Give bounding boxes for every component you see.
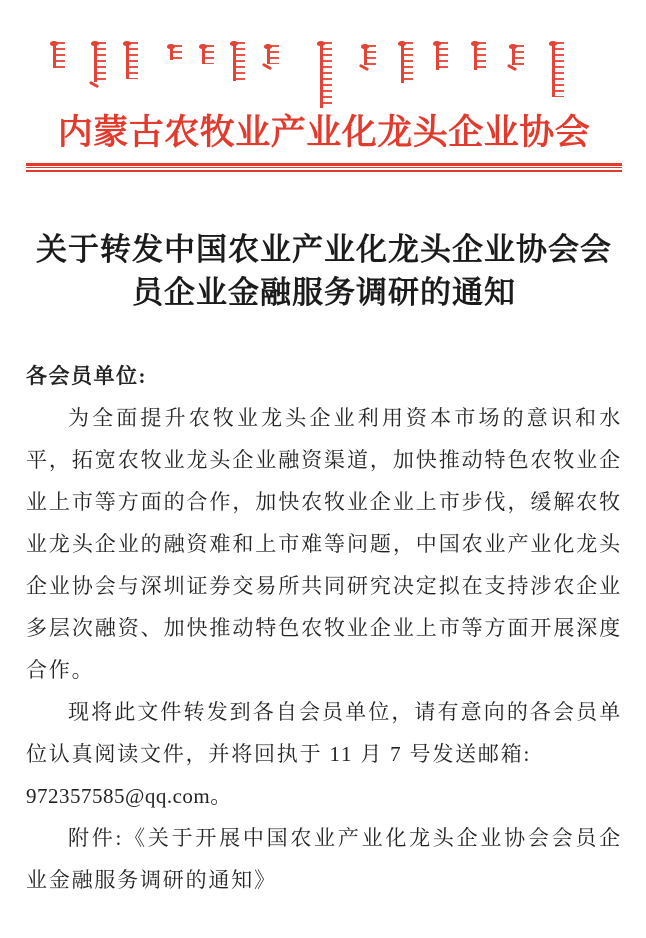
mongolian-word-glyph: [474, 42, 486, 70]
reply-email: 972357585@qq.com。: [26, 784, 232, 808]
notice-body: [26, 228, 622, 901]
mongolian-word-glyph: [512, 45, 524, 65]
mongolian-word-glyph: [364, 45, 376, 65]
letterhead: [26, 42, 622, 172]
mongolian-word-glyph: [320, 42, 332, 108]
mongolian-word-glyph: [53, 42, 65, 68]
paragraph-2: 现将此文件转发到各自会员单位，请有意向的各会员单位认真阅读文件，并将回执于 11 月 7 号发送邮箱:: [26, 700, 622, 766]
mongolian-word-glyph: [94, 42, 106, 82]
mongolian-word-glyph: [552, 42, 564, 97]
paragraph-1: 为全面提升农牧业龙头企业利用资本市场的意识和水平，拓宽农牧业龙头企业融资渠道，加快推动特色农牧业企业上市等方面的合作，加快农牧业企业上市步伐，缓解农牧业龙头企业的融资难和上市难等问题，中国农业产业化龙头企业协会与深圳证券交易所共同研究决定拟在支持涉农企业多层次融资、加快推动特色农牧业企业上市等方面开展深度合作。: [26, 406, 622, 682]
organization-name: 内蒙古农牧业产业化龙头企业协会: [57, 113, 591, 152]
mongolian-word-glyph: [401, 42, 413, 83]
mongolian-word-glyph: [233, 42, 245, 81]
notice-title: 关于转发中国农业产业化龙头企业协会会员企业金融服务调研的通知: [36, 232, 612, 310]
mongolian-script-row: [26, 42, 622, 108]
mongolian-word-glyph: [126, 42, 138, 79]
rule-line: [26, 170, 622, 172]
mongolian-word-glyph: [202, 45, 214, 64]
mongolian-word-glyph: [436, 42, 448, 70]
attachment-line: 附件:《关于开展中国农业产业化龙头企业协会会员企业金融服务调研的通知》: [26, 826, 622, 892]
letterhead-rule: [26, 163, 622, 172]
mongolian-word-glyph: [170, 45, 182, 60]
mongolian-word-glyph: [267, 45, 279, 64]
salutation: 各会员单位:: [26, 364, 147, 388]
